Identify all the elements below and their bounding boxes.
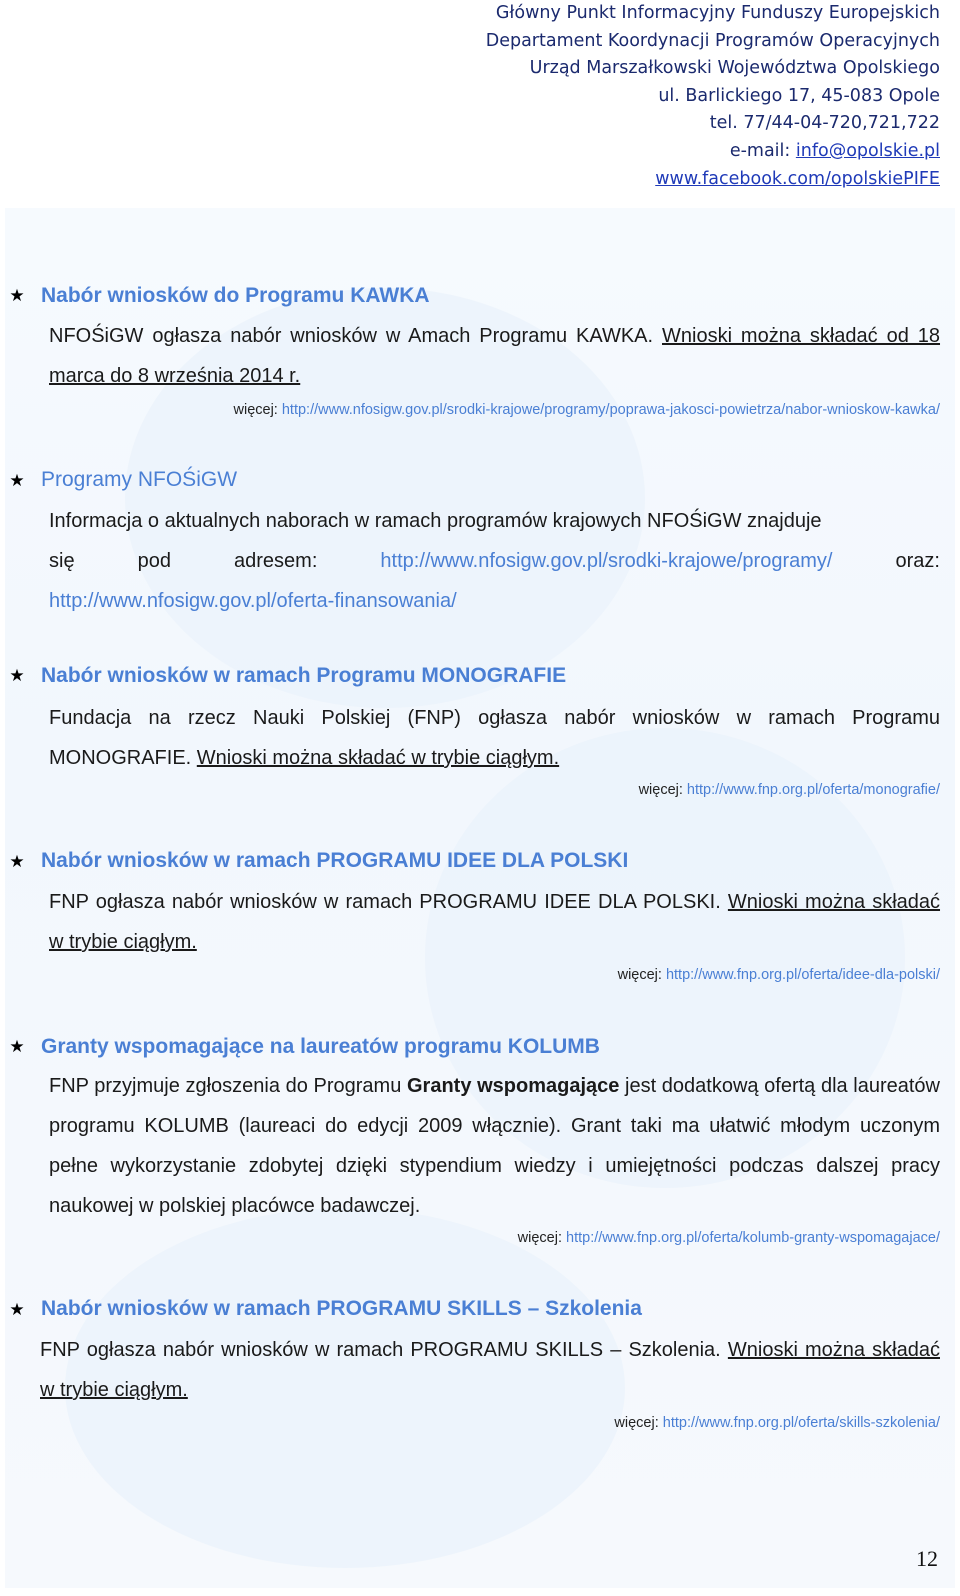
body-line: Informacja o aktualnych naborach w ramach programów krajowych NFOŚiGW znajduje (49, 510, 822, 532)
header-line-2: Departament Koordynacji Programów Operacyjnych (485, 30, 940, 51)
underlined-note: Wnioski można składać w trybie ciągłym. (49, 891, 941, 953)
section-body: NFOŚiGW ogłasza nabór wniosków w Amach Programu KAWKA. Wnioski można składać od 18 marca do 8 września 2014 r. (49, 325, 941, 387)
header-line-5: tel. 77/44-04-720,721,722 (709, 113, 940, 134)
section-title: Nabór wniosków w ramach PROGRAMU IDEE DLA POLSKI (41, 849, 629, 872)
email-link[interactable]: info@opolskie.pl (795, 140, 940, 161)
more-line: więcej: http://www.fnp.org.pl/oferta/idee-dla-polski/ (617, 967, 940, 983)
star-icon: ★ (9, 1300, 25, 1319)
programy-link[interactable]: http://www.nfosigw.gov.pl/srodki-krajowe/programy/ (380, 550, 833, 572)
body-line: się pod adresem: http://www.nfosigw.gov.pl/srodki-krajowe/programy/ oraz: (49, 541, 940, 581)
header-email-line (340, 138, 940, 166)
section-body (49, 501, 940, 621)
star-icon: ★ (9, 1037, 25, 1056)
header-line-3: Urząd Marszałkowski Województwa Opolskiego (529, 58, 940, 79)
section-body: FNP przyjmuje zgłoszenia do Programu Granty wspomagające jest dodatkową ofertą dla laureatów programu KOLUMB (laureaci do edycji 2009 włącznie). Grant taki ma ułatwić młodym uczonym pełne wykorzystanie zdobytej dzięki stypendium wiedzy i umiejętności podczas dalszej pracy naukowej w polskiej placówce badawczej. (49, 1075, 940, 1217)
more-link[interactable]: http://www.fnp.org.pl/oferta/kolumb-granty-wspomagajace/ (566, 1230, 940, 1246)
section-body: FNP ogłasza nabór wniosków w ramach PROGRAMU IDEE DLA POLSKI. Wnioski można składać w trybie ciągłym. (49, 891, 941, 953)
more-line: więcej: http://www.fnp.org.pl/oferta/skills-szkolenia/ (614, 1415, 940, 1431)
star-icon: ★ (9, 471, 25, 490)
star-icon: ★ (9, 852, 25, 871)
star-icon: ★ (9, 286, 25, 305)
header-line-4: ul. Barlickiego 17, 45-083 Opole (658, 85, 940, 106)
section-body: Fundacja na rzecz Nauki Polskiej (FNP) ogłasza nabór wniosków w ramach Programu MONOGRAFIE. Wnioski można składać w trybie ciągłym. (49, 707, 940, 769)
more-link[interactable]: http://www.fnp.org.pl/oferta/idee-dla-polski/ (665, 967, 940, 983)
body-line (49, 581, 940, 621)
facebook-link[interactable]: www.facebook.com/opolskiePIFE (655, 168, 940, 189)
bold-program-name: Granty wspomagające (406, 1075, 620, 1097)
page-number: 12 (916, 1546, 938, 1571)
underlined-note: Wnioski można składać od 18 marca do 8 września 2014 r. (49, 325, 941, 387)
star-icon: ★ (9, 666, 25, 685)
header-facebook-line (340, 166, 940, 194)
more-link[interactable]: http://www.nfosigw.gov.pl/srodki-krajowe/programy/poprawa-jakosci-powietrza/nabor-wnioskow-kawka/ (281, 402, 940, 418)
email-label: e-mail: (729, 140, 796, 161)
section-title: Granty wspomagające na laureatów programu KOLUMB (41, 1035, 600, 1058)
more-line: więcej: http://www.fnp.org.pl/oferta/kolumb-granty-wspomagajace/ (517, 1230, 940, 1246)
header-line-1: Główny Punkt Informacyjny Funduszy Europejskich (495, 3, 940, 23)
underlined-note: Wnioski można składać w trybie ciągłym. (196, 747, 560, 769)
section-title: Nabór wniosków w ramach PROGRAMU SKILLS – Szkolenia (41, 1297, 642, 1320)
underlined-note: Wnioski można składać w trybie ciągłym. (40, 1339, 940, 1401)
section-body: FNP ogłasza nabór wniosków w ramach PROGRAMU SKILLS – Szkolenia. Wnioski można składać w trybie ciągłym. (40, 1339, 940, 1401)
section-title: Nabór wniosków do Programu KAWKA (41, 284, 430, 307)
oferta-link[interactable]: http://www.nfosigw.gov.pl/oferta-finansowania/ (49, 590, 457, 612)
more-line: więcej: http://www.nfosigw.gov.pl/srodki-krajowe/programy/poprawa-jakosci-powietrza/nabor-wnioskow-kawka/ (233, 402, 940, 418)
more-link[interactable]: http://www.fnp.org.pl/oferta/monografie/ (686, 782, 940, 798)
document-header (340, 0, 940, 193)
section-title: Nabór wniosków w ramach Programu MONOGRAFIE (41, 664, 567, 687)
more-link[interactable]: http://www.fnp.org.pl/oferta/skills-szkolenia/ (662, 1415, 940, 1431)
more-line: więcej: http://www.fnp.org.pl/oferta/monografie/ (638, 782, 940, 798)
section-title: Programy NFOŚiGW (41, 468, 238, 491)
